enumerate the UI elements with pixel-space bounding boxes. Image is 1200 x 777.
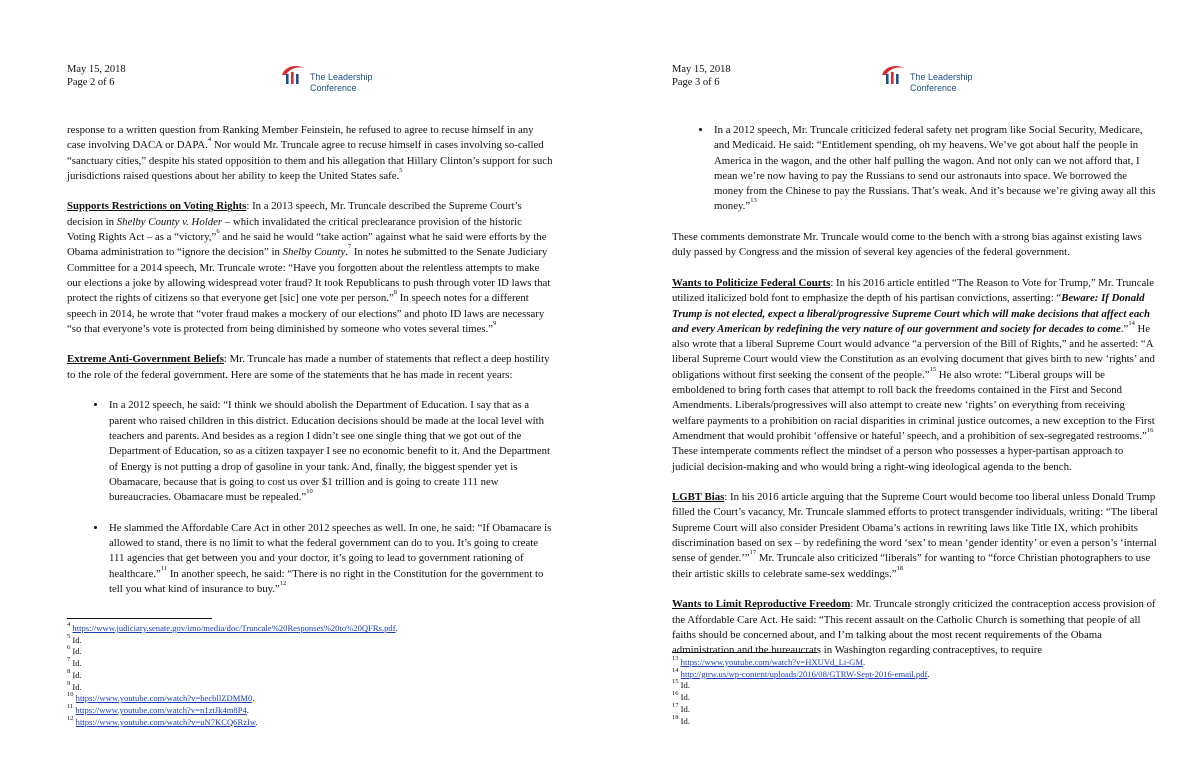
- intro-paragraph: [67, 123, 553, 184]
- text-run: and he said he would “take action” against what he said were efforts by the Obama administration to “ignore the decision” in: [67, 231, 547, 259]
- page-header: [672, 63, 731, 89]
- footnote-item: [67, 658, 398, 670]
- section-heading: LGBT Bias: [672, 491, 725, 504]
- header-page-number: Page 3 of 6: [672, 77, 720, 88]
- text-run: – which invalidated the critical preclearance provision of the historic Voting Rights Act – as a “victory,”: [67, 215, 522, 244]
- text-run: : In his 2016 article entitled “The Reason to Vote for Trump,” Mr. Truncale utilized italicized bold font to emphasize the depth of his partisan convictions, asserting: “: [672, 276, 1155, 305]
- footnote-suffix: .: [246, 704, 249, 715]
- leadership-conference-logo-icon: [880, 63, 906, 85]
- footnote-number: 4: [67, 621, 71, 628]
- footnote-number: 6: [67, 644, 71, 652]
- text-run: Shelby County v. Holder: [116, 215, 223, 228]
- text-run: He also wrote: “Liberal groups will be emboldened to bring forth cases that attempt to roll back the freedoms contained in the First and Second Amendments. Liberals/progressives will also attempt to create new ‘rights’ on everything from receiving welfare payments to a prohibition on racial disparities in criminal justice outcomes, a new exception to the First Amendment that would prohibit ‘offensive or hateful’ speech, and a prohibition of sex-segregated restrooms.”: [672, 368, 1155, 442]
- reproductive-freedom-paragraph: [672, 597, 1158, 658]
- footnote-ref: 17: [749, 549, 757, 557]
- footnote-number: 18: [672, 713, 679, 721]
- logo-line-2: Conference: [910, 82, 957, 93]
- footnote-number: 17: [672, 701, 679, 709]
- footnote-ref: 8: [393, 289, 398, 297]
- anti-government-paragraph: [67, 352, 553, 383]
- footnote-suffix: .: [927, 668, 930, 679]
- politicize-courts-paragraph: [672, 276, 1158, 475]
- footnote-number: 11: [67, 702, 74, 710]
- logo-line-1: The Leadership: [910, 72, 973, 82]
- footnote-suffix: .: [395, 623, 398, 633]
- text-run: : In a 2013 speech, Mr. Truncale described the Supreme Court’s decision in: [67, 200, 522, 228]
- text-run: Shelby County: [282, 246, 346, 259]
- footnote-ref: 10: [306, 488, 313, 496]
- footnote-text: Id.: [72, 681, 82, 692]
- section-heading: Extreme Anti-Government Beliefs: [67, 353, 224, 366]
- footnote-ref: 13: [750, 197, 757, 205]
- footnote-link[interactable]: https://www.youtube.com/watch?v=HXUVd_Li-GM: [680, 657, 864, 667]
- footnote-item: [672, 657, 930, 669]
- footnotes: [672, 657, 930, 727]
- footnote-ref: 15: [929, 365, 937, 373]
- footnote-ref: 12: [279, 579, 287, 587]
- leadership-conference-logo: [280, 54, 373, 93]
- footnote-ref: 16: [1146, 426, 1154, 434]
- footnote-number: 16: [672, 690, 679, 698]
- footnote-item: [67, 623, 398, 635]
- footnote-text: Id.: [72, 669, 82, 680]
- footnote-link[interactable]: https://www.youtube.com/watch?v=becbllZDMM0: [75, 693, 253, 704]
- statement-bullet: [712, 123, 1158, 215]
- text-run: : Mr. Truncale has made a number of statements that reflect a deep hostility to the role of the federal government. Here are some of the statements that he has made in recent years:: [67, 353, 550, 381]
- section-heading: Supports Restrictions on Voting Rights: [67, 200, 247, 213]
- footnote-ref: 18: [896, 564, 904, 572]
- footnote-item: [67, 714, 398, 729]
- leadership-conference-logo: [880, 54, 973, 93]
- text-run: In a 2012 speech, he said: “I think we should abolish the Department of Education. I say that as a parent who raised children in this district. Education decisions should be made at the local level with teachers and parents. And besides as a region I didn’t see one single thing that we got out of the Department of Education, so as a citizen taxpayer I see no economic benefit to it. And the Department of Energy is not putting a drop of gasoline in your tank. And, finally, the biggest spender yet is Obamacare, because that is going to cost us over $1 trillion and is going to create 111 new bureaucracies. Obamacare must be repealed.”: [109, 399, 551, 504]
- footnote-item: [67, 646, 398, 658]
- footnote-item: [672, 701, 930, 716]
- section-heading: Wants to Politicize Federal Courts: [672, 276, 831, 289]
- text-run: In speech notes for a different speech in 2014, he wrote that “voter fraud makes a mockery of our elections” and photo ID laws are necessary “so that everyone’s vote is protected from being diminished by someone who votes several times.”: [67, 292, 545, 335]
- footnote-ref: 5: [399, 166, 403, 174]
- footnote-number: 8: [67, 667, 71, 675]
- header-date: May 15, 2018: [672, 64, 731, 75]
- text-run: : In his 2016 article arguing that the Supreme Court would become too liberal unless Donald Trump filled the Court’s vacancy, Mr. Truncale slammed efforts to protect transgender individuals, writing: “The liberal Supreme Court will also consider President Obama’s actions in rewriting laws like Title IX, which prohibits discrimination based on sex – by redefining the word ‘sex’ to mean ‘gender identity’ or even a person’s ‘internal sense of gender.’”: [672, 491, 1158, 565]
- footnote-text: Id.: [72, 658, 82, 669]
- footnote-link[interactable]: https://www.youtube.com/watch?v=n1ztJk4m8P4: [75, 704, 247, 715]
- footnote-text: Id.: [72, 646, 82, 657]
- footnote-ref: 14: [1128, 319, 1135, 327]
- footnote-number: 14: [672, 666, 679, 674]
- voting-rights-paragraph: [67, 199, 553, 337]
- footnote-text: Id.: [72, 634, 82, 645]
- footnote-item: [672, 666, 930, 681]
- document-page-3: [600, 0, 1200, 777]
- footnote-link[interactable]: https://www.youtube.com/watch?v=uN7KCQ6RzIw: [75, 716, 256, 727]
- header-date: May 15, 2018: [67, 64, 126, 75]
- footnote-text: Id.: [680, 703, 690, 714]
- footnote-suffix: .: [255, 716, 258, 727]
- footnote-suffix: .: [252, 693, 255, 704]
- statement-bullet: [107, 398, 553, 505]
- footnote-ref: 7: [347, 243, 352, 251]
- statement-list: [672, 123, 1158, 215]
- text-run: In notes he submitted to the Senate Judiciary Committee for a 2014 speech, Mr. Truncale wrote: “Have you forgotten about the relentless attempts to make our elections a joke by allowing widespread voter fraud? It took Republicans to push through voter ID laws that protect the rights of citizens so that everyone get [sic] one vote per person.”: [67, 246, 551, 305]
- footnotes: [67, 623, 398, 728]
- footnote-ref: 11: [160, 564, 168, 572]
- section-heading: Wants to Limit Reproductive Freedom: [672, 598, 851, 611]
- footnote-number: 7: [67, 656, 71, 664]
- footnote-text: Id.: [680, 680, 690, 691]
- footnote-text: Id.: [680, 692, 690, 703]
- footnote-suffix: .: [863, 657, 866, 667]
- text-run: These intemperate comments reflect the mindset of a person who possesses a hyper-partisan approach to judicial decision-making and who would bring a right-wing ideological agenda to the bench.: [672, 445, 1124, 473]
- text-run: He also wrote that a liberal Supreme Court would advance “a perversion of the Bill of Rights,” and he asserted: “A liberal Supreme Court would view the Constitution as an evolving document that gives birth to new ‘rights’ and obligations without first seeking the consent of the people.”: [672, 322, 1155, 381]
- footnote-item: [67, 679, 398, 694]
- lgbt-bias-paragraph: [672, 490, 1158, 582]
- logo-line-1: The Leadership: [310, 72, 373, 82]
- footnote-item: [67, 632, 398, 647]
- footnote-divider: [67, 618, 212, 619]
- footnote-item: [672, 713, 930, 728]
- footnote-ref: 6: [216, 228, 220, 236]
- footnote-item: [672, 692, 930, 704]
- text-run: .: [345, 246, 348, 259]
- leadership-conference-logo-icon: [280, 63, 306, 85]
- footnote-item: [67, 667, 398, 682]
- text-run: He slammed the Affordable Care Act in other 2012 speeches as well. In one, he said: “If Obamacare is allowed to stand, there is no limit to what the federal government can do to you. It’s going to create 111 agencies that get between you and your doctor, it’s going to lead to government rationing of healthcare.”: [109, 521, 552, 580]
- footnote-link[interactable]: https://www.judiciary.senate.gov/imo/media/doc/Truncale%20Responses%20to%20QFRs.pdf: [72, 623, 396, 633]
- text-run: response to a written question from Ranking Member Feinstein, he refused to agree to recuse himself in any case involving DACA or DAPA.: [67, 124, 534, 152]
- page-body: [672, 123, 1158, 674]
- footnote-number: 13: [672, 655, 679, 662]
- footnote-link[interactable]: http://gtrw.us/wp-content/uploads/2016/08/GTRW-Sept-2016-email.pdf: [680, 668, 928, 679]
- page-body: [67, 123, 553, 613]
- footnote-number: 10: [67, 691, 74, 699]
- footnote-ref: 9: [493, 319, 497, 327]
- footnote-number: 15: [672, 678, 679, 686]
- comments-paragraph: These comments demonstrate Mr. Truncale would come to the bench with a strong bias against existing laws duly passed by Congress and the mission of several key agencies of the federal government.: [672, 231, 1142, 259]
- logo-line-2: Conference: [310, 82, 357, 93]
- text-run: In a 2012 speech, Mr. Truncale criticized federal safety net program like Social Security, Medicare, and Medicaid. He said: “Entitlement spending, oh my heavens. We’ve got about half the people in America in the wagon, and the other half pulling the wagon. And not only can we not afford that, I mean we’re now having to pay the Russians to send our astronauts into space. We borrowed the money from the Chinese to pay the Russians. That’s weak. And it’s because we’re giving away all this money.”: [714, 124, 1156, 213]
- footnote-text: Id.: [680, 715, 690, 726]
- statement-list: [67, 398, 553, 597]
- footnote-divider: [672, 652, 817, 653]
- header-page-number: Page 2 of 6: [67, 77, 115, 88]
- footnote-item: [67, 693, 398, 705]
- footnote-number: 12: [67, 714, 74, 722]
- footnote-ref: 4: [207, 136, 212, 144]
- text-run: In another speech, he said: “There is no right in the Constitution for the government to tell you what kind of insurance to buy.”: [109, 567, 544, 595]
- text-run: Mr. Truncale also criticized “liberals” for wanting to “force Christian photographers to use their artistic skills to celebrate same-sex weddings.”: [672, 552, 1151, 580]
- footnote-item: [672, 680, 930, 692]
- text-run: Beware: If Donald Trump is not elected, expect a liberal/progressive Supreme Court which will make decisions that affect each and every American by redefining the very nature of our government and society for decades to come: [672, 292, 1151, 335]
- footnote-number: 9: [67, 679, 71, 687]
- page-header: [67, 63, 126, 89]
- text-run: Nor would Mr. Truncale agree to recuse himself in cases involving so-called “sanctuary cities,” despite his stated opposition to them and his allegation that Hillary Clinton’s support for such jurisdictions raised questions about her ability to keep the United States safe.: [67, 139, 553, 182]
- text-run: .”: [1120, 322, 1129, 335]
- footnote-item: [67, 702, 398, 717]
- statement-bullet: [107, 521, 553, 597]
- footnote-number: 5: [67, 632, 71, 640]
- text-run: : Mr. Truncale strongly criticized the contraception access provision of the Affordable Care Act. He said: “This recent assault on the Catholic Church is something that people of all faiths should be concerned about, and I’m talking about the most recent requirements of the Obama administration and the bureaucrats in Washington regarding contraceptives, to require: [672, 598, 1156, 657]
